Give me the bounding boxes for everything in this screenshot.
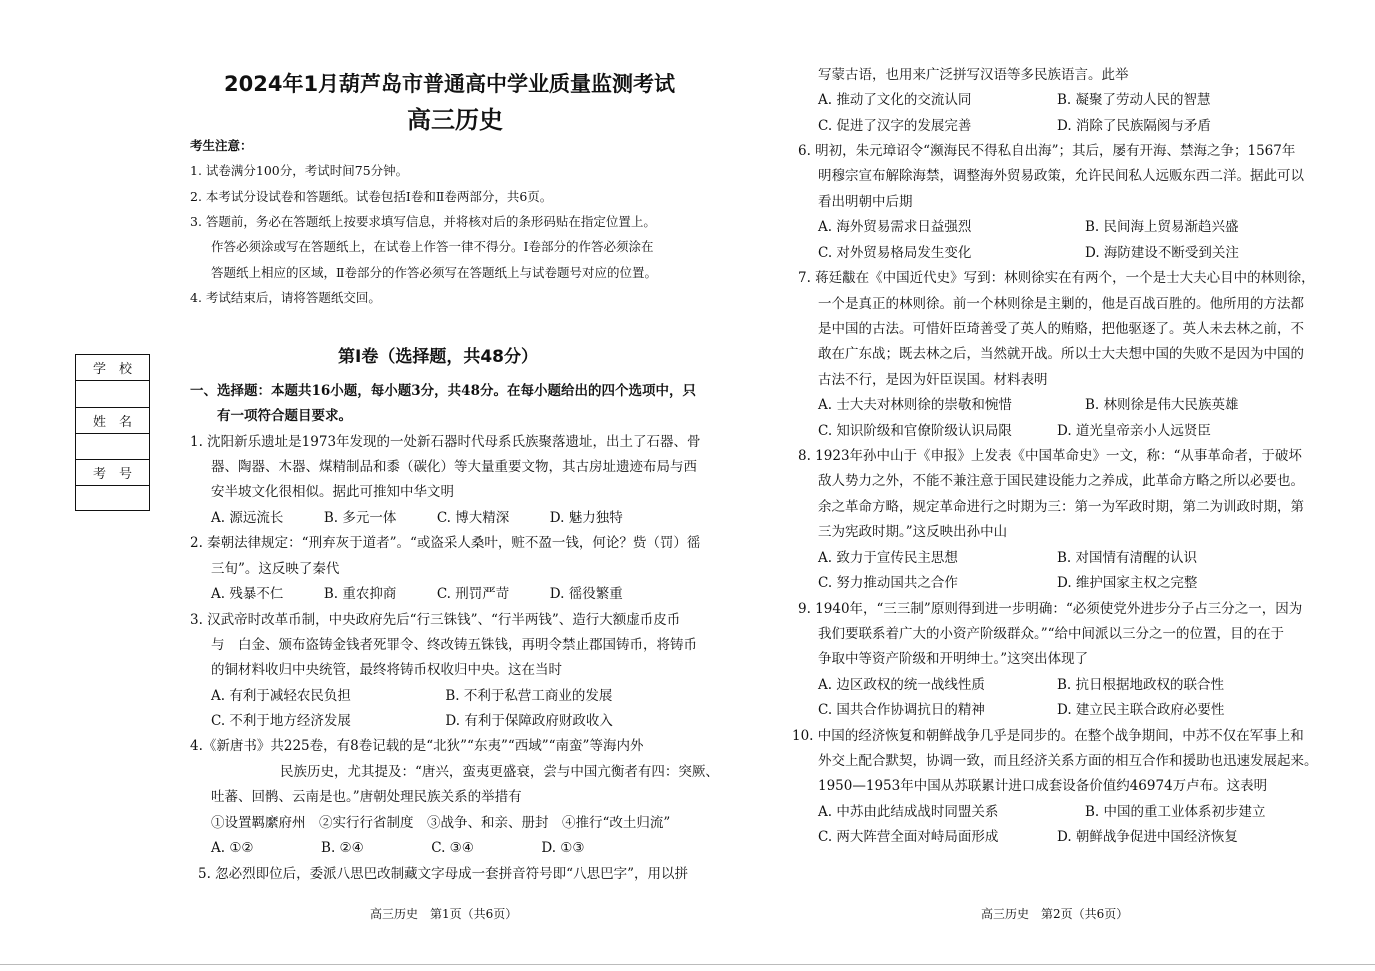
- question-line: 器、陶器、木器、煤精制品和黍（碳化）等大量重要文物，其古房址遗迹布局与西: [211, 459, 697, 475]
- question-line: ①设置羁縻府州 ②实行行省制度 ③战争、和亲、册封 ④推行“改土归流”: [211, 815, 671, 831]
- answer-option: C. 国共合作协调抗日的精神: [818, 702, 985, 718]
- answer-option: A. 士大夫对林则徐的崇敬和惋惜: [818, 397, 1012, 413]
- section-title: 第Ⅰ卷（选择题，共48分）: [338, 347, 538, 367]
- answer-option: C. 两大阵营全面对峙局面形成: [818, 829, 999, 845]
- question-line: 民族历史，尤其提及：“唐兴，蛮夷更盛衰，尝与中国亢衡者有四：突厥、: [280, 764, 719, 780]
- question-line: 是中国的古法。可惜奸臣琦善受了英人的贿赂，把他驱逐了。英人未去林之前，不: [818, 321, 1304, 337]
- notice-item: 1. 试卷满分100分，考试时间75分钟。: [190, 163, 409, 178]
- answer-option: C. 知识阶级和官僚阶级认识局限: [818, 423, 1012, 439]
- name-label: 姓 名: [76, 408, 149, 434]
- question-line: 外交上配合默契，协调一致，而且经济关系方面的相互合作和援助也迅速发展起来。: [818, 753, 1318, 769]
- question-line: 安半坡文化很相似。据此可推知中华文明: [211, 484, 454, 500]
- question-line: 的铜材料收归中央统管，最终将铸币权收归中央。这在当时: [211, 662, 562, 678]
- answer-option: B. 中国的重工业体系初步建立: [1085, 804, 1266, 820]
- question-line: 三为宪政时期。”这反映出孙中山: [818, 524, 1008, 540]
- section-instruction: 一、选择题：本题共16小题，每小题3分，共48分。在每小题给出的四个选项中，只: [190, 383, 696, 399]
- question-line: 3. 汉武帝时改革币制，中央政府先后“行三铢钱”、“行半两钱”、造行大额虚币皮币: [190, 612, 681, 628]
- page-footer-right: 高三历史 第2页（共6页）: [981, 907, 1129, 921]
- answer-options: A. ①② B. ②④ C. ③④ D. ①③: [211, 840, 585, 856]
- page-footer-left: 高三历史 第1页（共6页）: [370, 907, 518, 921]
- notice-item: 2. 本考试分设试卷和答题纸。试卷包括Ⅰ卷和Ⅱ卷两部分，共6页。: [190, 189, 553, 204]
- question-line: 敌人势力之外，不能不兼注意于国民建设能力之养成，此革命方略之所以必要也。: [818, 473, 1304, 489]
- school-field[interactable]: [76, 381, 149, 407]
- section-instruction: 有一项符合题目要求。: [217, 408, 352, 424]
- question-line: 与 白金、颁布盗铸金钱者死罪令、终改铸五铢钱，再明令禁止郡国铸币，将铸币: [211, 637, 697, 653]
- number-label: 考 号: [76, 460, 149, 486]
- answer-option: D. 道光皇帝亲小人远贤臣: [1057, 423, 1211, 439]
- question-line: 8. 1923年孙中山于《申报》上发表《中国革命史》一文，称：“从事革命者，于破坏: [798, 448, 1302, 464]
- question-line: 吐蕃、回鹘、云南是也。”唐朝处理民族关系的举措有: [211, 789, 522, 805]
- answer-options: A. 源远流长 B. 多元一体 C. 博大精深 D. 魅力独特: [211, 510, 623, 526]
- answer-option: A. 中苏由此结成战时同盟关系: [818, 804, 999, 820]
- notice-heading: 考生注意：: [190, 138, 253, 153]
- answer-option: A. 边区政权的统一战线性质: [818, 677, 985, 693]
- question-line: 争取中等资产阶级和开明绅士。”这突出体现了: [818, 651, 1089, 667]
- name-field[interactable]: [76, 434, 149, 460]
- notice-item: 4. 考试结束后，请将答题纸交回。: [190, 290, 381, 305]
- answer-option: C. 对外贸易格局发生变化: [818, 245, 972, 261]
- notice-item: 答题纸上相应的区域，Ⅱ卷部分的作答必须写在答题纸上与试卷题号对应的位置。: [211, 265, 657, 280]
- answer-option: A. 致力于宣传民主思想: [818, 550, 958, 566]
- answer-option: D. 海防建设不断受到关注: [1085, 245, 1239, 261]
- question-line: 5. 忽必烈即位后，委派八思巴改制藏文字母成一套拼音符号即“八思巴字”，用以拼: [198, 866, 688, 882]
- answer-option: B. 抗日根据地政权的联合性: [1057, 677, 1225, 693]
- question-line: 古法不行，是因为奸臣误国。材料表明: [818, 372, 1048, 388]
- question-line: 一个是真正的林则徐。前一个林则徐是主剿的，他是百战百胜的。他所用的方法都: [818, 296, 1304, 312]
- answer-option: B. 凝聚了劳动人民的智慧: [1057, 92, 1211, 108]
- answer-option: B. 林则徐是伟大民族英雄: [1085, 397, 1239, 413]
- question-line: 6. 明初，朱元璋诏令“濒海民不得私自出海”；其后，屡有开海、禁海之争；1567年: [798, 143, 1296, 159]
- answer-options: A. 残暴不仁 B. 重农抑商 C. 刑罚严苛 D. 徭役繁重: [211, 586, 623, 602]
- subject-title: 高三历史: [407, 106, 503, 134]
- question-line: 余之革命方略，规定革命进行之时期为三：第一为军政时期，第二为训政时期，第: [818, 499, 1304, 515]
- question-line: 看出明朝中后期: [818, 194, 913, 210]
- question-line: 4.《新唐书》共225卷，有8卷记载的是“北狄”“东夷”“西域”“南蛮”等海内外: [190, 738, 644, 754]
- answer-option: D. 消除了民族隔阂与矛盾: [1057, 118, 1211, 134]
- answer-option: D. 维护国家主权之完整: [1057, 575, 1198, 591]
- question-line: 写蒙古语，也用来广泛拼写汉语等多民族语言。此举: [818, 67, 1129, 83]
- number-field[interactable]: [76, 486, 149, 512]
- page-bottom-divider: [0, 964, 1375, 965]
- student-info-box: [75, 354, 150, 511]
- question-line: 敢在广东战；既去林之后，当然就开战。所以士大夫想中国的失败不是因为中国的: [818, 346, 1304, 362]
- question-line: 我们要联系着广大的小资产阶级群众。”“给中间派以三分之一的位置，目的在于: [818, 626, 1285, 642]
- notice-item: 3. 答题前，务必在答题纸上按要求填写信息，并将核对后的条形码贴在指定位置上。: [190, 214, 656, 229]
- school-label: 学 校: [76, 355, 149, 381]
- answer-option: D. 建立民主联合政府必要性: [1057, 702, 1225, 718]
- question-line: 2. 秦朝法律规定：“刑弃灰于道者”。“或盗采人桑叶，赃不盈一钱，何论？赀（罚）徭: [190, 535, 701, 551]
- answer-option: C. 促进了汉字的发展完善: [818, 118, 972, 134]
- notice-item: 作答必须涂或写在答题纸上，在试卷上作答一律不得分。Ⅰ卷部分的作答必须涂在: [211, 239, 654, 254]
- question-line: 1. 沈阳新乐遗址是1973年发现的一处新石器时代母系氏族聚落遗址，出土了石器、骨: [190, 434, 701, 450]
- answer-option: B. 民间海上贸易渐趋兴盛: [1085, 219, 1239, 235]
- question-line: 9. 1940年，“三三制”原则得到进一步明确：“必须使党外进步分子占三分之一，因为: [798, 601, 1303, 617]
- question-line: 1950—1953年中国从苏联累计进口成套设备价值约46974万卢布。这表明: [818, 778, 1268, 794]
- answer-option: A. 推动了文化的交流认同: [818, 92, 972, 108]
- question-line: 明穆宗宣布解除海禁，调整海外贸易政策，允许民间私人远贩东西二洋。据此可以: [818, 168, 1304, 184]
- question-line: 10. 中国的经济恢复和朝鲜战争几乎是同步的。在整个战争期间，中苏不仅在军事上和: [792, 728, 1304, 744]
- answer-option: C. 努力推动国共之合作: [818, 575, 958, 591]
- answer-options: A. 有利于减轻农民负担 B. 不利于私营工商业的发展: [211, 688, 613, 704]
- answer-option: A. 海外贸易需求日益强烈: [818, 219, 972, 235]
- answer-option: D. 朝鲜战争促进中国经济恢复: [1057, 829, 1238, 845]
- exam-title: 2024年1月葫芦岛市普通高中学业质量监测考试: [224, 72, 676, 96]
- answer-option: B. 对国情有清醒的认识: [1057, 550, 1198, 566]
- question-line: 7. 蒋廷黻在《中国近代史》写到：林则徐实在有两个，一个是士大夫心目中的林则徐，: [798, 270, 1315, 286]
- answer-options: C. 不利于地方经济发展 D. 有利于保障政府财政收入: [211, 713, 613, 729]
- question-line: 三旬”。这反映了秦代: [211, 561, 340, 577]
